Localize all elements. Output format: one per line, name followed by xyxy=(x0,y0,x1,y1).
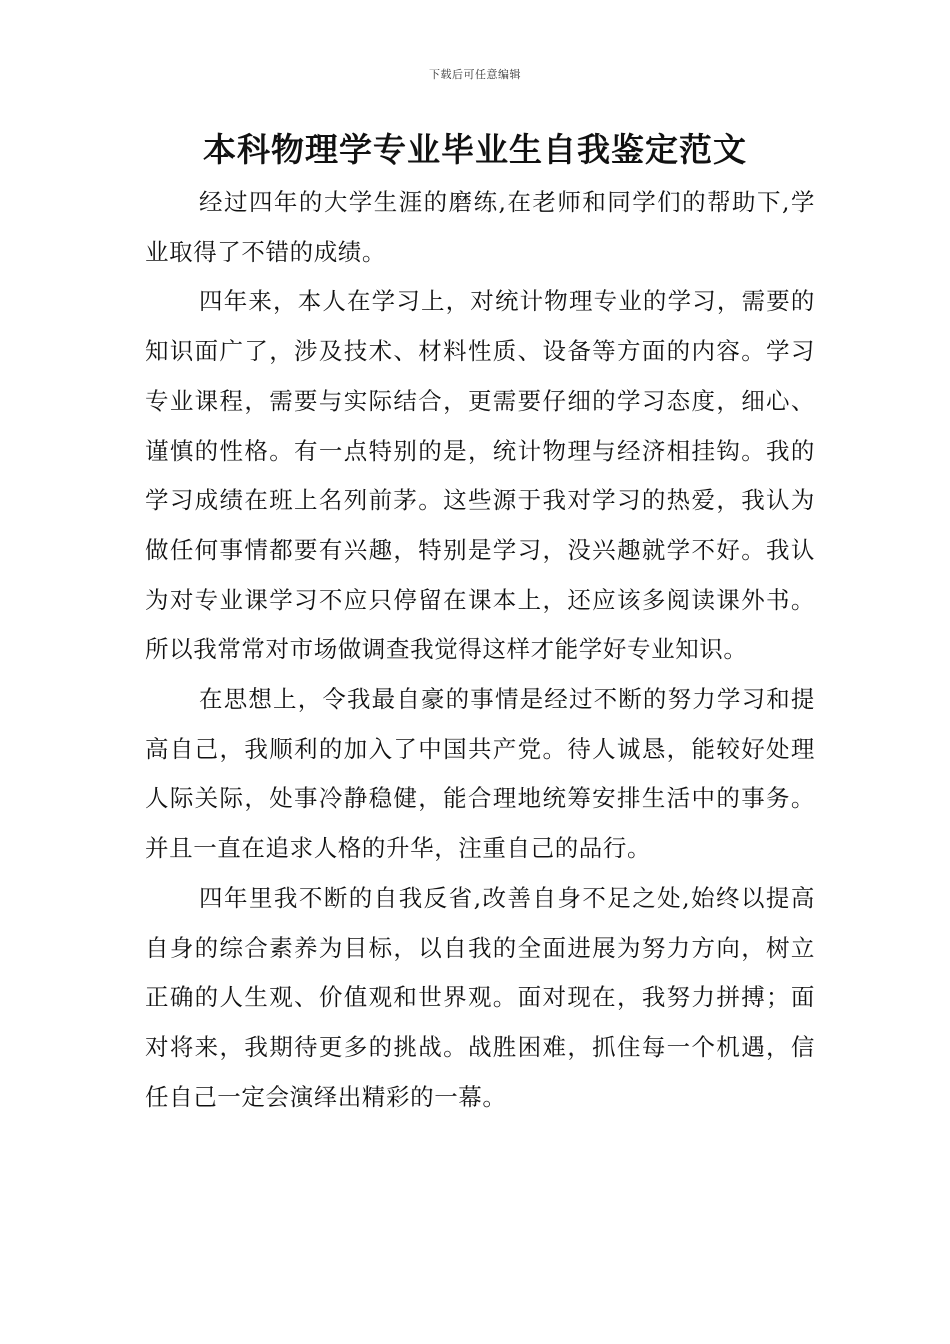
paragraph-intro: 经过四年的大学生涯的磨练,在老师和同学们的帮助下,学业取得了不错的成绩。 xyxy=(145,188,815,266)
header-note: 下载后可任意编辑 xyxy=(429,68,521,81)
paragraph-reflection: 四年里我不断的自我反省,改善自身不足之处,始终以提高自身的综合素养为目标，以自我的全面进展为努力方向，树立正确的人生观、价值观和世界观。面对现在，我努力拼搏；面对将来，我期待更多的挑战。战胜困难，抓住每一个机遇，信任自己一定会演绎出精彩的一幕。 xyxy=(145,883,815,1111)
paragraph-study: 四年来，本人在学习上，对统计物理专业的学习，需要的知识面广了，涉及技术、材料性质、设备等方面的内容。学习专业课程，需要与实际结合，更需要仔细的学习态度，细心、谨慎的性格。有一点特别的是，统计物理与经济相挂钩。我的学习成绩在班上名列前茅。这些源于我对学习的热爱，我认为做任何事情都要有兴趣，特别是学习，没兴趣就学不好。我认为对专业课学习不应只停留在课本上，还应该多阅读课外书。所以我常常对市场做调查我觉得这样才能学好专业知识。 xyxy=(145,287,815,664)
paragraph-thought: 在思想上，令我最自豪的事情是经过不断的努力学习和提高自己，我顺利的加入了中国共产党。待人诚恳，能较好处理人际关际，处事冷静稳健，能合理地统筹安排生活中的事务。并且一直在追求人格的升华，注重自己的品行。 xyxy=(145,685,815,863)
document-body xyxy=(145,178,815,1122)
document-title: 本科物理学专业毕业生自我鉴定范文 xyxy=(203,130,747,169)
